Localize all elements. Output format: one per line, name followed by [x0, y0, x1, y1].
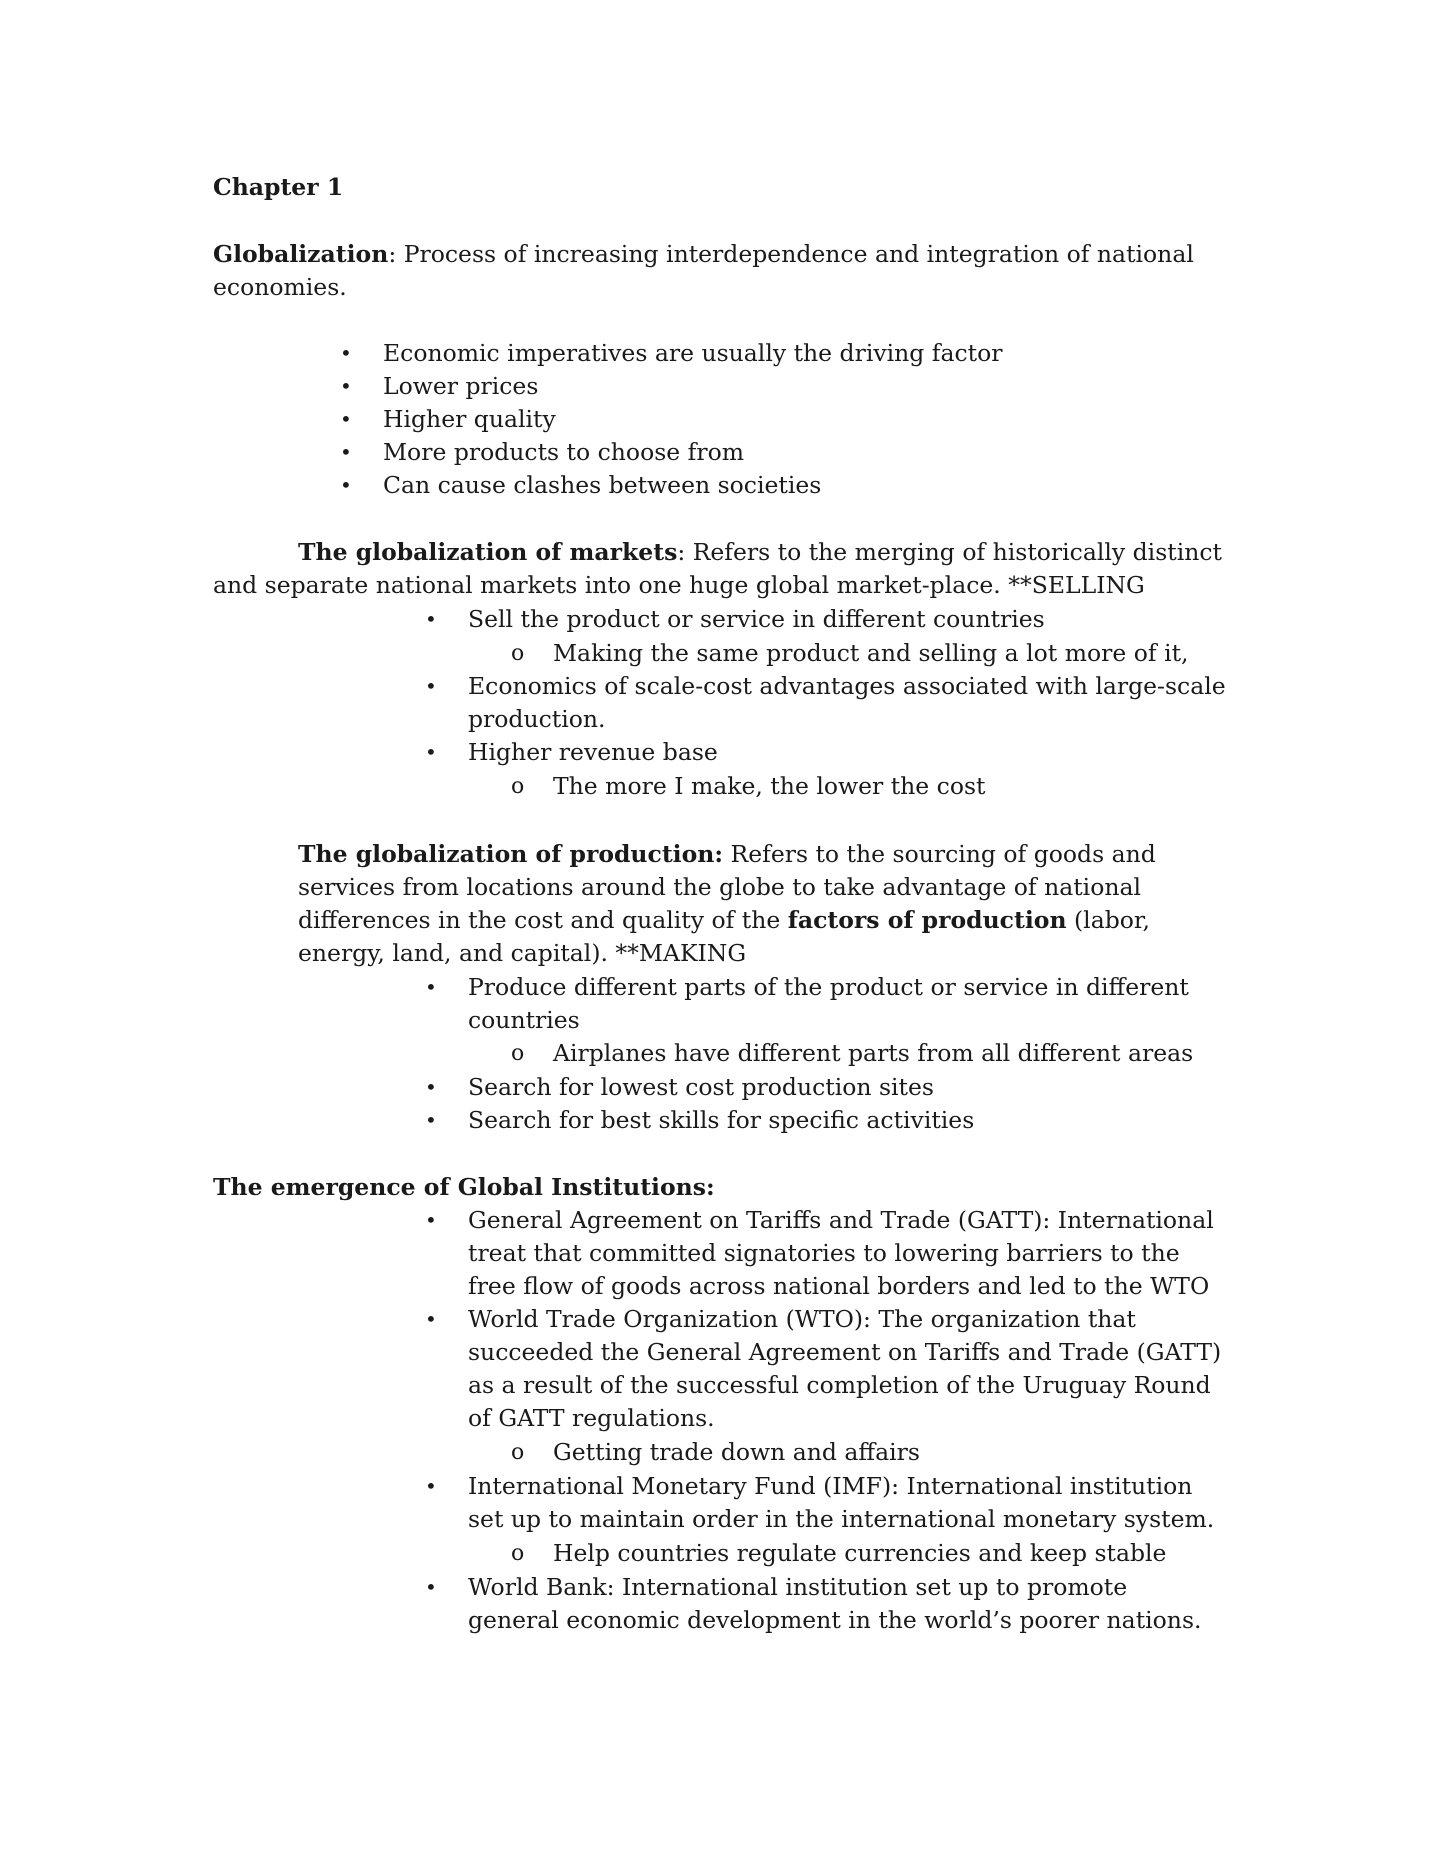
globalization-definition — [213, 238, 1194, 271]
list-item: International Monetary Fund (IMF): International institution — [468, 1472, 1193, 1500]
list-item: Economics of scale-cost advantages associated with large-scale — [468, 672, 1226, 700]
sub-list-item: The more I make, the lower the cost — [553, 772, 986, 800]
list-item: Search for lowest cost production sites — [468, 1073, 934, 1101]
sub-list-item: Making the same product and selling a lot more of it, — [553, 639, 1189, 667]
list-item: Lower prices — [383, 372, 539, 400]
list-item: General Agreement on Tariffs and Trade (GATT): International — [468, 1206, 1214, 1234]
institutions-heading: The emergence of Global Institutions: — [213, 1173, 715, 1201]
list-item: Higher revenue base — [468, 738, 718, 766]
sub-list-item: Help countries regulate currencies and keep stable — [553, 1539, 1167, 1567]
markets-term: The globalization of markets — [298, 538, 678, 566]
production-definition-cont — [298, 904, 1150, 937]
bullet-icon: • — [340, 341, 352, 365]
list-item: Produce different parts of the product or service in different — [468, 973, 1189, 1001]
list-item-cont: treat that committed signatories to lowering barriers to the — [468, 1239, 1180, 1267]
list-item: Economic imperatives are usually the driving factor — [383, 339, 1003, 367]
sub-list-item: Getting trade down and affairs — [553, 1438, 920, 1466]
markets-definition — [298, 536, 1222, 569]
chapter-title: Chapter 1 — [213, 173, 344, 201]
bullet-icon: • — [425, 1307, 437, 1331]
globalization-definition-cont: economies. — [213, 273, 347, 301]
bullet-icon: • — [340, 440, 352, 464]
production-term: The globalization of production: — [298, 840, 724, 868]
sub-list-item: Airplanes have different parts from all different areas — [553, 1039, 1194, 1067]
production-text: differences in the cost and quality of the — [298, 906, 788, 934]
list-item-cont: production. — [468, 705, 606, 733]
production-definition — [298, 838, 1156, 871]
production-definition-cont: services from locations around the globe to take advantage of national — [298, 873, 1142, 901]
list-item-cont: succeeded the General Agreement on Tariffs and Trade (GATT) — [468, 1338, 1222, 1366]
list-item: Search for best skills for specific activities — [468, 1106, 975, 1134]
bullet-icon: • — [340, 473, 352, 497]
list-item: Higher quality — [383, 405, 556, 433]
sub-bullet-icon: o — [511, 1041, 525, 1066]
production-text: (labor, — [1066, 906, 1151, 934]
list-item-cont: general economic development in the world’s poorer nations. — [468, 1606, 1202, 1634]
bullet-icon: • — [425, 1108, 437, 1132]
factors-of-production-term: factors of production — [787, 906, 1067, 934]
list-item: More products to choose from — [383, 438, 745, 466]
globalization-definition-text: : Process of increasing interdependence and integration of national — [388, 240, 1194, 268]
sub-bullet-icon: o — [511, 641, 525, 666]
sub-bullet-icon: o — [511, 1440, 525, 1465]
bullet-icon: • — [340, 407, 352, 431]
bullet-icon: • — [425, 1075, 437, 1099]
markets-definition-text: : Refers to the merging of historically distinct — [677, 538, 1222, 566]
list-item: World Trade Organization (WTO): The organization that — [468, 1305, 1136, 1333]
bullet-icon: • — [425, 975, 437, 999]
markets-definition-cont: and separate national markets into one huge global market-place. **SELLING — [213, 571, 1145, 599]
bullet-icon: • — [340, 374, 352, 398]
bullet-icon: • — [425, 1208, 437, 1232]
list-item-cont: as a result of the successful completion of the Uruguay Round — [468, 1371, 1211, 1399]
sub-bullet-icon: o — [511, 774, 525, 799]
list-item-cont: of GATT regulations. — [468, 1404, 715, 1432]
list-item: World Bank: International institution set up to promote — [468, 1573, 1128, 1601]
sub-bullet-icon: o — [511, 1541, 525, 1566]
bullet-icon: • — [425, 1575, 437, 1599]
list-item-cont: countries — [468, 1006, 580, 1034]
list-item: Sell the product or service in different countries — [468, 605, 1045, 633]
list-item-cont: set up to maintain order in the international monetary system. — [468, 1505, 1215, 1533]
production-definition-text: Refers to the sourcing of goods and — [723, 840, 1156, 868]
bullet-icon: • — [425, 607, 437, 631]
globalization-term: Globalization — [213, 240, 389, 268]
production-definition-cont: energy, land, and capital). **MAKING — [298, 939, 747, 967]
bullet-icon: • — [425, 740, 437, 764]
list-item: Can cause clashes between societies — [383, 471, 822, 499]
list-item-cont: free flow of goods across national borders and led to the WTO — [468, 1272, 1210, 1300]
bullet-icon: • — [425, 1474, 437, 1498]
bullet-icon: • — [425, 674, 437, 698]
